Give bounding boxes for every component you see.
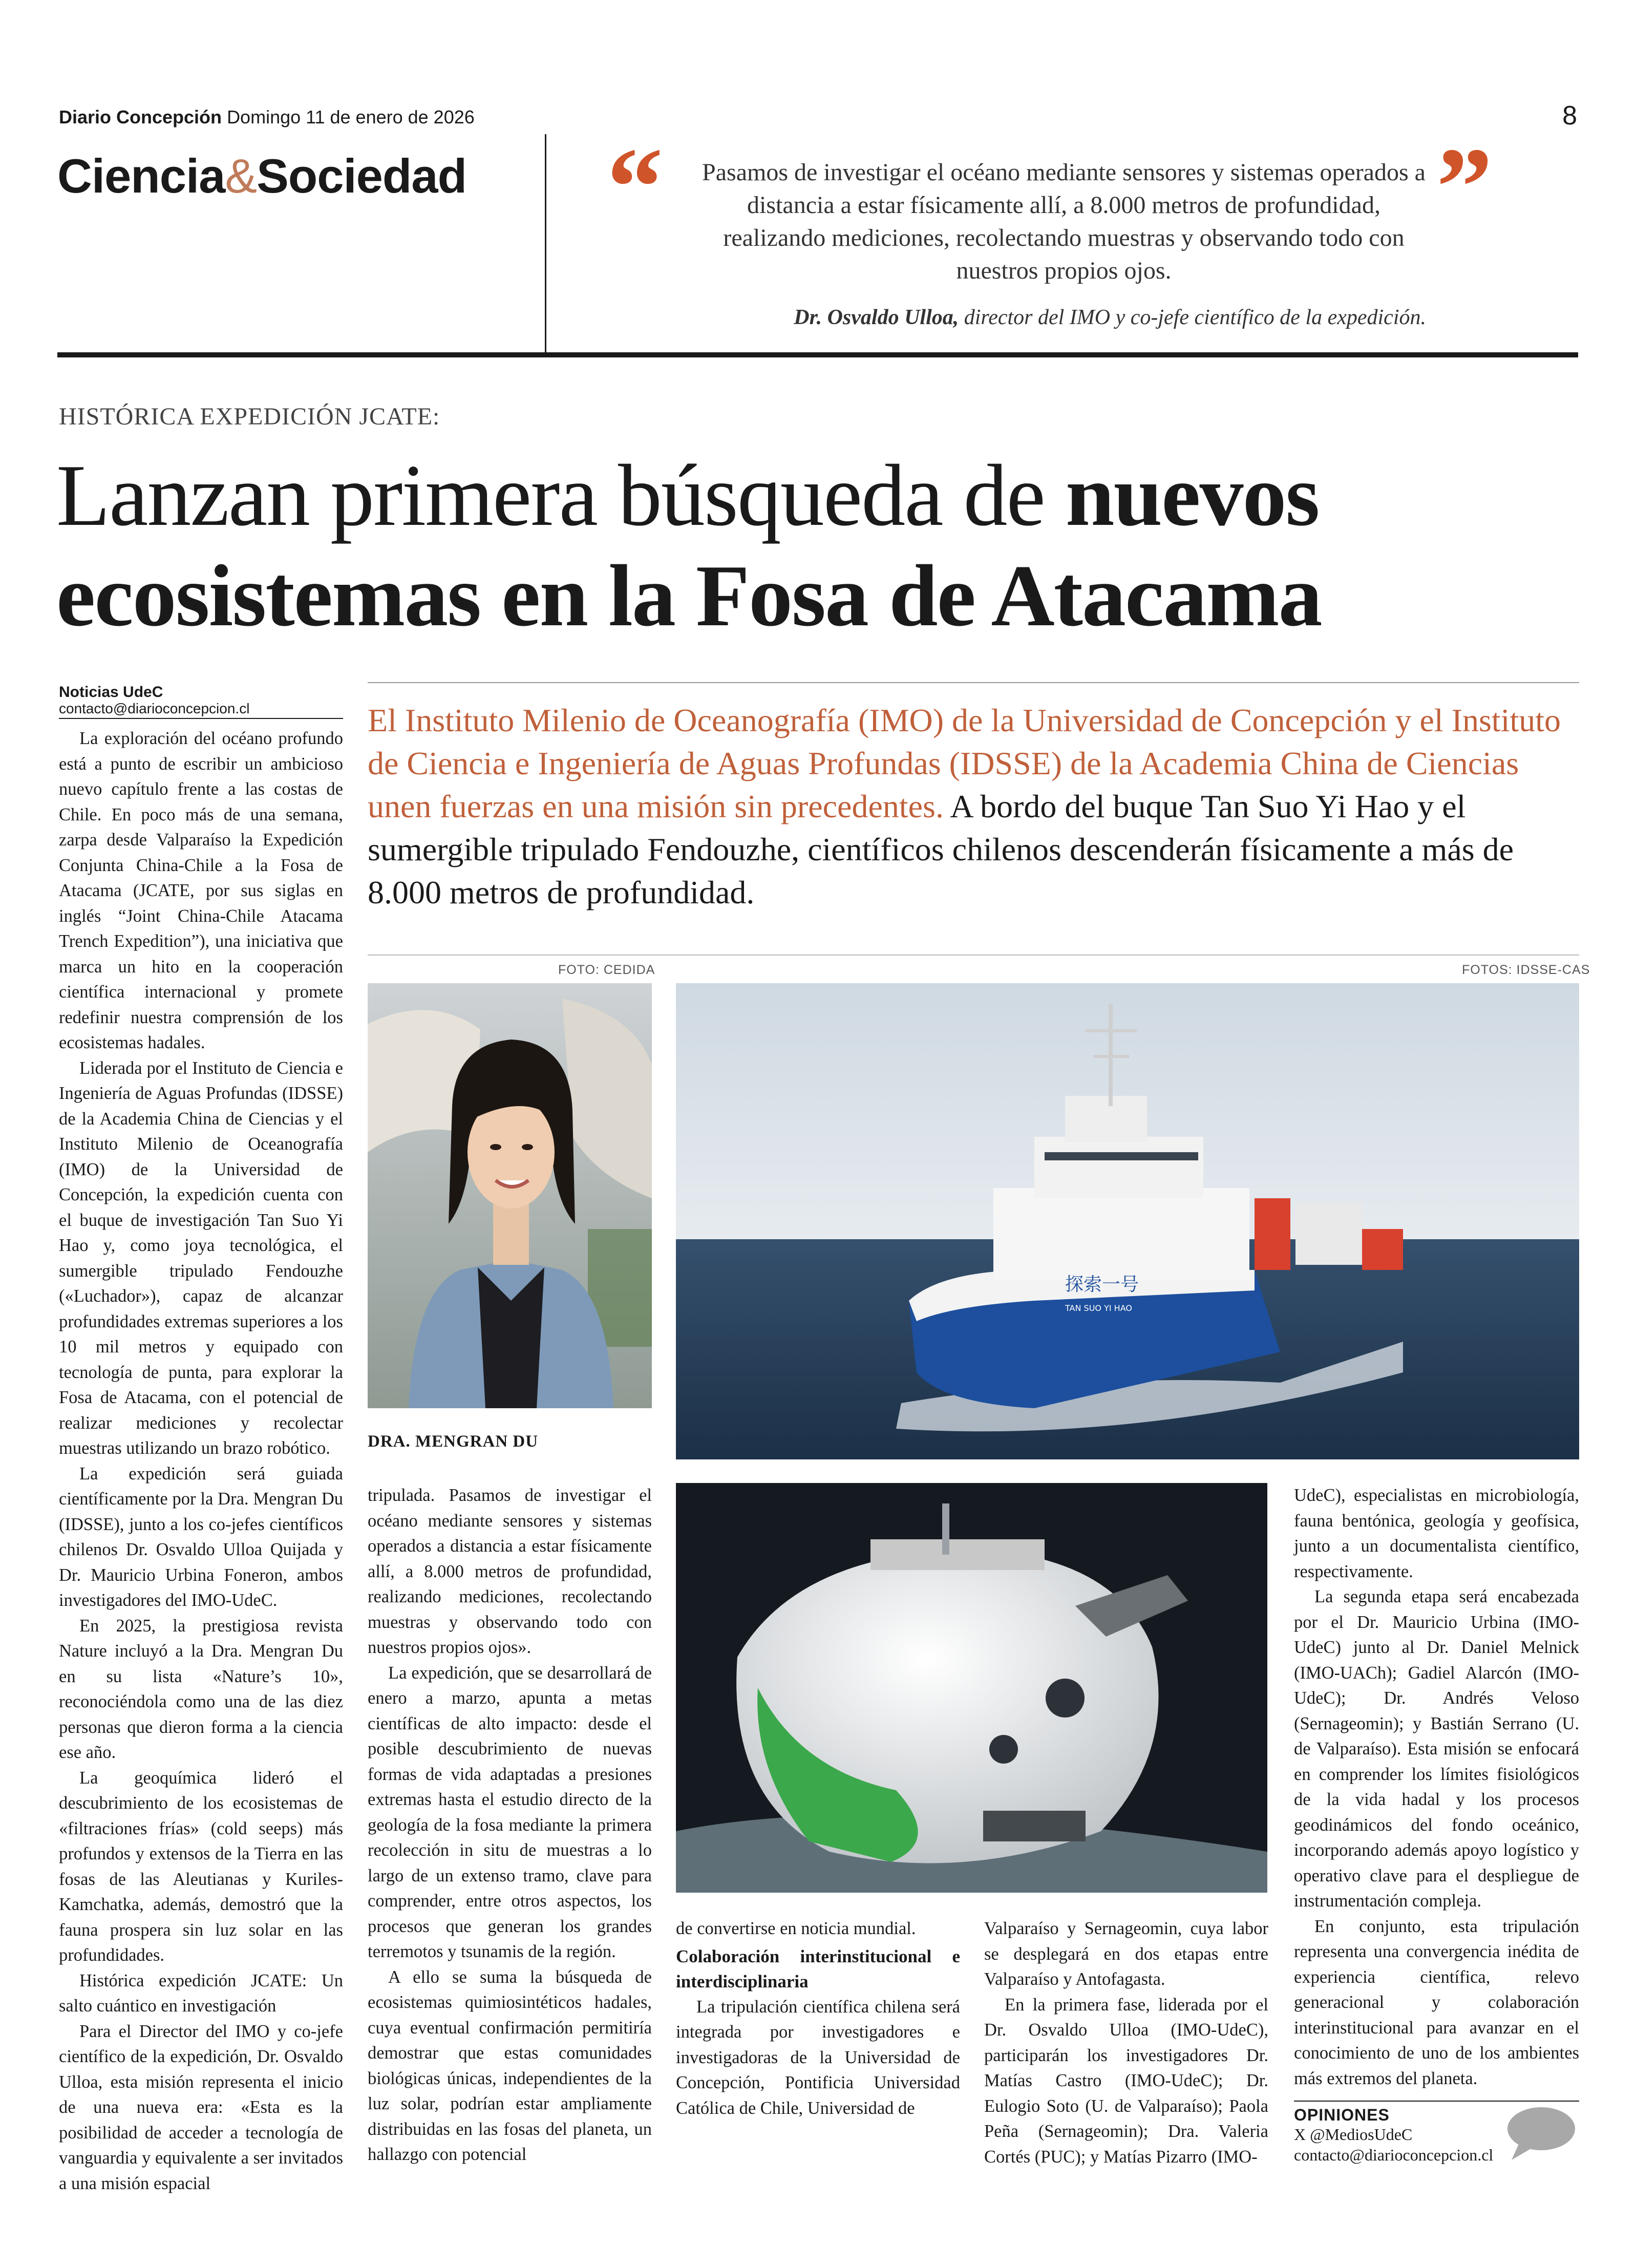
research-ship-photo — [676, 983, 1579, 1459]
quote-close-mark: ” — [1436, 124, 1493, 249]
section-title-left: Ciencia — [57, 149, 225, 203]
submersible-photo — [676, 1483, 1267, 1893]
section-title-right: Sociedad — [257, 149, 466, 203]
article-kicker: HISTÓRICA EXPEDICIÓN JCATE: — [59, 403, 440, 430]
byline-rule — [59, 718, 343, 719]
quote-open-mark: “ — [607, 124, 663, 249]
paragraph: Para el Director del IMO y co-jefe científico de la expedición, Dr. Osvaldo Ulloa, esta misión representa el inicio de una nueva era: «Esta es la posibilidad de acceder a tecnología de vanguardia y equivalente a ser invitados a una misión espacial — [59, 2021, 343, 2193]
byline-email[interactable]: contacto@diarioconcepcion.cl — [59, 701, 250, 716]
paragraph: La expedición, que se desarrollará de enero a marzo, apunta a metas científicas de alto impacto: desde el posible descubrimiento de nuevas formas de vida adaptadas a presiones extremas hasta el estudio directo de la geología de la fosa mediante la primera recolección in situ de muestras a lo largo de un extenso tramo, clave para comprender, entre otros aspectos, los procesos que generan los grandes terremotos y tsunamis de la región. — [368, 1663, 652, 1961]
paragraph: Liderada por el Instituto de Ciencia e Ingeniería de Aguas Profundas (IDSSE) de la Academia China de Ciencias y el Instituto Milenio de Oceanografía (IMO) de la Universidad de Concepción, la expedición cuenta con el buque de investigación Tan Suo Yi Hao y, como joya tecnológica, el sumergible tripulado Fendouzhe («Luchador»), capaz de alcanzar profundidades extremas superiores a los 10 mil metros y equipado con tecnología de punta, para explorar la Fosa de Atacama, con el potencial de realizar mediciones y recolectar muestras utilizando un brazo robótico. — [59, 1058, 343, 1458]
section-title — [57, 149, 466, 204]
paragraph: Valparaíso y Sernageomin, cuya labor se desplegará en dos etapas entre Valparaíso y Antofagasta. — [984, 1919, 1268, 1989]
pull-quote-text: Pasamos de investigar el océano mediante sensores y sistemas operados a distancia a estar físicamente allí, a 8.000 metros de profundidad, realizando mediciones, recolectando muestras y observando todo con nuestros propios ojos. — [702, 159, 1426, 284]
newspaper-name: Diario Concepción — [59, 107, 222, 128]
paragraph: Histórica expedición JCATE: Un salto cuántico en investigación — [59, 1970, 343, 2016]
paragraph: En la primera fase, liderada por el Dr. Osvaldo Ulloa (IMO-UdeC), participarán los investigadores Dr. Matías Castro (IMO-UdeC); Dr. Eulogio Soto (U. de Valparaíso); Paola Peña (Sernageomin); Dra. Valeria Cortés (PUC); y Matías Pizarro (IMO- — [984, 1995, 1268, 2167]
paragraph: La geoquímica lideró el descubrimiento de los ecosistemas de «filtraciones frías» (cold seeps) más profundos y extensos de la Tierra en las fosas de las Aleutianas y Kuriles-Kamchatka, además, demostró que la fauna prospera sin luz solar en las profundidades. — [59, 1768, 343, 1965]
footer-rule — [1294, 2101, 1579, 2102]
paragraph: La expedición será guiada científicamente por la Dra. Mengran Du (IDSSE), junto a los co-jefes científicos chilenos Dr. Osvaldo Ulloa Quijada y Dr. Mauricio Urbina Foneron, ambos investigadores del IMO-UdeC. — [59, 1464, 343, 1610]
lead-rule — [368, 682, 1579, 683]
lead-accent: El Instituto Milenio de Oceanografía (IMO) de la Universidad de Concepción y el Instituto de Ciencia e Ingeniería de Aguas Profundas (IDSSE) de la Academia China de Ciencias unen fuerzas en una misión sin precedentes. — [368, 702, 1561, 824]
paragraph: La segunda etapa será encabezada por el Dr. Mauricio Urbina (IMO-UdeC) junto al Dr. Daniel Melnick (IMO-UACh); Gadiel Alarcón (IMO-UdeC); Dr. Andrés Veloso (Sernageomin); y Bastián Serrano (U. de Valparaíso). Esta misión se enfocará en comprender los límites fisiológicos de la vida hadal y los procesos geodinámicos del fondo oceánico, incorporando además apoyo logístico y operativo clave para el despliegue de instrumentación compleja. — [1294, 1587, 1579, 1911]
pull-quote-attribution — [702, 305, 1426, 330]
article-lead — [368, 699, 1579, 914]
quote-author-role: director del IMO y co-jefe científico de la expedición. — [959, 306, 1426, 329]
quote-author-name: Dr. Osvaldo Ulloa, — [794, 306, 959, 329]
photo-credit-portrait: FOTO: CEDIDA — [558, 963, 655, 977]
article-headline — [56, 446, 1582, 646]
paragraph: En conjunto, esta tripulación representa una convergencia inédita de experiencia científica, relevo generacional y colaboración interinstitucional para avanzar en el conocimiento de uno de los ambientes más extremos del planeta. — [1294, 1916, 1579, 2088]
byline-author: Noticias UdeC — [59, 684, 163, 701]
ship-name-latin: TAN SUO YI HAO — [1065, 1303, 1132, 1313]
paragraph: UdeC), especialistas en microbiología, fauna bentónica, geología y geofísica, junto a un documentalista científico, respectivamente. — [1294, 1486, 1579, 1581]
paragraph: La exploración del océano profundo está a punto de escribir un ambicioso nuevo capítulo frente a las costas de Chile. En poco más de una semana, zarpa desde Valparaíso la Expedición Conjunta China-Chile a la Fosa de Atacama (JCATE, por sus siglas en inglés “Joint China-Chile Atacama Trench Expedition”), una iniciativa que marca un hito en la cooperación científica internacional y promete redefinir nuestra comprensión de los ecosistemas hadales. — [59, 729, 343, 1052]
article-column-4 — [984, 1916, 1268, 2170]
photos-rule — [368, 955, 1579, 956]
contact-email[interactable]: contacto@diarioconcepcion.cl — [1294, 2146, 1494, 2164]
article-column-1 — [59, 726, 343, 2196]
article-column-2 — [368, 1483, 652, 2168]
ship-hull-text: 探索一号 — [1065, 1274, 1139, 1295]
article-subheading: Colaboración interinstitucional e interdisciplinaria — [676, 1946, 960, 1991]
ship-illustration — [676, 983, 1579, 1459]
portrait-photo — [368, 983, 652, 1408]
photo-credit-ship: FOTOS: IDSSE-CAS — [1462, 963, 1590, 977]
issue-date: Domingo 11 de enero de 2026 — [227, 107, 475, 128]
paragraph: La tripulación científica chilena será integrada por investigadores e investigadoras de la Universidad de Concepción, Pontificia Universidad Católica de Chile, Universidad de — [676, 1997, 960, 2118]
paragraph: A ello se suma la búsqueda de ecosistemas quimiosintéticos hadales, cuya eventual confirmación permitiría demostrar que estas comunidades biológicas únicas, independientes de la luz solar, podrían estar ampliamente distribuidas en las fosas del planeta, un hallazgo con potencial — [368, 1967, 652, 2164]
header-divider — [545, 134, 546, 354]
submersible-illustration — [676, 1483, 1267, 1893]
social-handle[interactable]: X @MediosUdeC — [1294, 2125, 1413, 2144]
lead-rest: A bordo del buque Tan Suo Yi Hao y el sumergible tripulado Fendouzhe, científicos chilenos descenderán físicamente a más de 8.000 metros de profundidad. — [368, 788, 1514, 910]
headline-light: Lanzan primera búsqueda de — [56, 447, 1066, 544]
speech-bubble-icon — [1504, 2106, 1576, 2162]
paragraph: En 2025, la prestigiosa revista Nature incluyó a la Dra. Mengran Du en su lista «Nature’s 10», reconociéndola como una de las diez personas que dieron forma a la ciencia ese año. — [59, 1616, 343, 1762]
headline-bold: nuevos ecosistemas en la Fosa de Atacama — [56, 447, 1322, 645]
portrait-illustration — [368, 983, 652, 1408]
article-column-3 — [676, 1916, 960, 2121]
header-rule — [57, 352, 1578, 357]
page-number: 8 — [1562, 101, 1577, 131]
page-header-line — [59, 107, 475, 128]
article-column-5 — [1294, 1483, 1579, 2091]
opinions-label: OPINIONES — [1294, 2106, 1390, 2124]
section-title-amp: & — [225, 149, 257, 203]
portrait-caption: DRA. MENGRAN DU — [368, 1432, 539, 1451]
paragraph: tripulada. Pasamos de investigar el océano mediante sensores y sistemas operados a distancia a estar físicamente allí, a 8.000 metros de profundidad, realizando mediciones, recolectando muestras y observando todo con nuestros propios ojos». — [368, 1486, 652, 1657]
paragraph: de convertirse en noticia mundial. — [676, 1919, 916, 1938]
